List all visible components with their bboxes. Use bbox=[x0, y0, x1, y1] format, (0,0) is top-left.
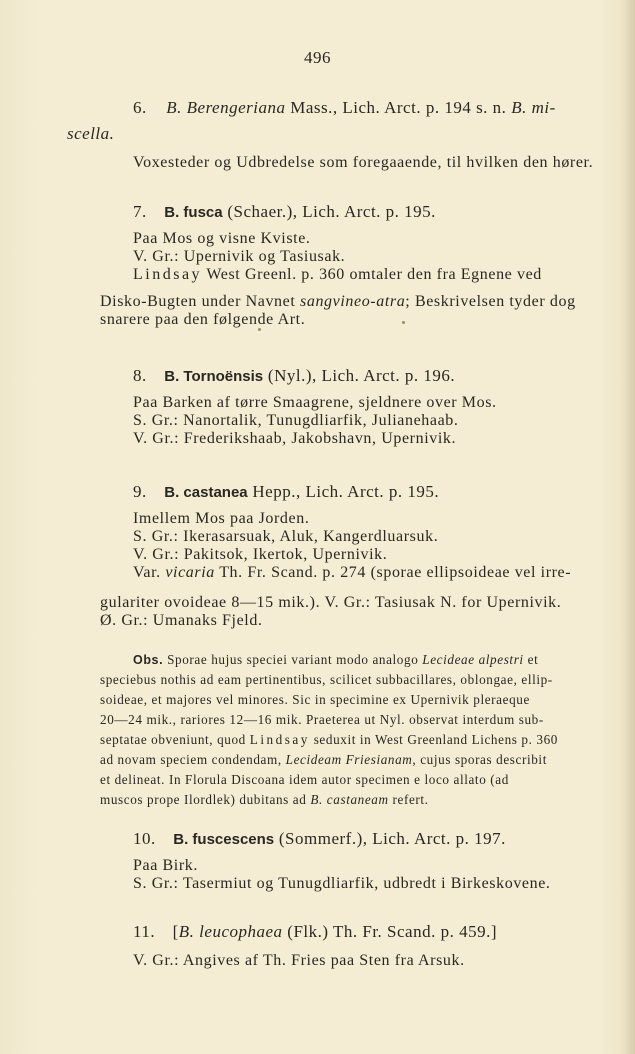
body-line: S. Gr.: Ikerasarsuak, Aluk, Kangerdluarsuk. bbox=[133, 528, 439, 545]
author-name: Lindsay bbox=[133, 266, 203, 283]
body-line: S. Gr.: Nanortalik, Tunugdliarfik, Julianehaab. bbox=[133, 412, 459, 429]
entry-9-heading bbox=[133, 480, 615, 505]
entry-7-body-wide bbox=[100, 293, 615, 329]
note-label: Obs. bbox=[133, 653, 164, 667]
page-number: 496 bbox=[304, 48, 331, 67]
genus: B. bbox=[166, 98, 182, 117]
entry-9-body bbox=[133, 510, 615, 582]
citation: Mass., Lich. Arct. p. 194 s. n. bbox=[290, 98, 507, 117]
entry-9-body-wide bbox=[100, 594, 615, 630]
body-text: Var. bbox=[133, 564, 161, 581]
body-line: et delineat. In Florula Discoana idem autor specimen e loco allato (ad bbox=[100, 772, 509, 787]
entry-number: 9. bbox=[133, 482, 147, 501]
body-line: Paa Mos og visne Kviste. bbox=[133, 230, 311, 247]
citation: Hepp., Lich. Arct. p. 195. bbox=[252, 482, 440, 501]
species-name: B. fuscescens bbox=[173, 831, 275, 848]
entry-7-heading bbox=[133, 200, 615, 225]
body-line: V. Gr.: Pakitsok, Ikertok, Upernivik. bbox=[133, 546, 388, 563]
entry-number: 10. bbox=[133, 829, 156, 848]
entry-7-body bbox=[133, 230, 615, 284]
body-line: S. Gr.: Tasermiut og Tunugdliarfik, udbredt i Birkeskovene. bbox=[133, 875, 551, 892]
body-text: Sporae hujus speciei variant modo analogo bbox=[167, 652, 419, 667]
body-line: V. Gr.: Upernivik og Tasiusak. bbox=[133, 248, 346, 265]
entry-6 bbox=[133, 96, 615, 120]
species-name: B. castanea bbox=[164, 484, 248, 501]
author-name: Lindsay bbox=[249, 732, 310, 747]
body-line bbox=[133, 564, 615, 582]
body-line: Voxesteder og Udbredelse som foregaaende, til hvilken den hører. bbox=[133, 154, 594, 171]
entry-8-heading bbox=[133, 364, 615, 389]
entry-8-body bbox=[133, 394, 615, 448]
page-edge-shadow bbox=[621, 0, 635, 1054]
entry-11 bbox=[133, 920, 615, 944]
synonym-genus: B. bbox=[511, 98, 527, 117]
body-line: V. Gr.: Angives af Th. Fries paa Sten fra Arsuk. bbox=[133, 952, 465, 969]
body-line bbox=[100, 750, 615, 770]
entry-8 bbox=[133, 364, 615, 389]
species-name: B. castaneam bbox=[310, 792, 389, 807]
synonym-part: mi- bbox=[531, 98, 556, 117]
species-name: B. leucophaea bbox=[178, 922, 283, 941]
entry-11-body bbox=[133, 952, 615, 970]
species-name: Lecideae alpestri bbox=[422, 652, 524, 667]
body-line bbox=[100, 293, 615, 311]
body-line: Imellem Mos paa Jorden. bbox=[133, 510, 310, 527]
bracket: [ bbox=[172, 922, 179, 941]
body-text: refert. bbox=[392, 792, 429, 807]
body-line: gulariter ovoideae 8—15 mik.). V. Gr.: Tasiusak N. for Upernivik. bbox=[100, 594, 562, 611]
body-line bbox=[100, 790, 615, 810]
body-line bbox=[100, 650, 615, 670]
body-line: V. Gr.: Frederikshaab, Jakobshavn, Upernivik. bbox=[133, 430, 457, 447]
body-line: Paa Birk. bbox=[133, 857, 198, 874]
entry-6-body bbox=[133, 154, 615, 172]
species-name: Berengeriana bbox=[186, 98, 286, 117]
body-line: Paa Barken af tørre Smaagrene, sjeldnere over Mos. bbox=[133, 394, 497, 411]
synonym-part: scella. bbox=[67, 124, 115, 143]
citation: (Schaer.), Lich. Arct. p. 195. bbox=[227, 202, 436, 221]
body-text: septatae obveniunt, quod bbox=[100, 732, 246, 747]
body-text: Disko-Bugten under Navnet bbox=[100, 293, 296, 310]
citation: (Nyl.), Lich. Arct. p. 196. bbox=[267, 366, 456, 385]
entry-9 bbox=[133, 480, 615, 505]
body-text: et bbox=[527, 652, 539, 667]
body-text: muscos prope Ilordlek) dubitans ad bbox=[100, 792, 307, 807]
entry-number: 7. bbox=[133, 202, 147, 221]
body-line bbox=[100, 730, 615, 750]
entry-6-cont bbox=[67, 122, 582, 146]
body-text: ; Beskrivelsen tyder dog bbox=[405, 293, 576, 310]
body-text: , cujus sporas describit bbox=[412, 752, 547, 767]
species-name: sangvineo-atra bbox=[300, 293, 406, 310]
body-line bbox=[133, 266, 615, 284]
body-line: speciebus nothis ad eam pertinentibus, scilicet subbacillares, oblongae, ellip- bbox=[100, 672, 553, 687]
body-line: soideae, et majores vel minores. Sic in specimine ex Upernivik pleraeque bbox=[100, 692, 530, 707]
species-name: B. Tornoënsis bbox=[164, 368, 264, 385]
observation-note bbox=[100, 650, 615, 810]
species-name: B. fusca bbox=[164, 204, 223, 221]
body-line: 20—24 mik., rariores 12—16 mik. Praeterea ut Nyl. observat interdum sub- bbox=[100, 712, 544, 727]
body-line: snarere paa den følgende Art. bbox=[100, 311, 306, 328]
body-text: ad novam speciem condendam, bbox=[100, 752, 282, 767]
entry-11-heading bbox=[133, 920, 615, 944]
body-text: West Greenl. p. 360 omtaler den fra Egnene ved bbox=[206, 266, 542, 283]
entry-number: 8. bbox=[133, 366, 147, 385]
body-text: Th. Fr. Scand. p. 274 (sporae ellipsoideae vel irre- bbox=[219, 564, 572, 581]
body-text: seduxit in West Greenland Lichens p. 360 bbox=[313, 732, 558, 747]
entry-number: 6. bbox=[133, 98, 147, 117]
entry-10 bbox=[133, 827, 615, 852]
entry-6-heading bbox=[133, 96, 615, 120]
entry-7 bbox=[133, 200, 615, 225]
citation: (Flk.) Th. Fr. Scand. p. 459.] bbox=[287, 922, 498, 941]
entry-10-heading bbox=[133, 827, 615, 852]
entry-10-body bbox=[133, 857, 615, 893]
variety-name: vicaria bbox=[165, 564, 215, 581]
species-name: Lecideam Friesianam bbox=[285, 752, 413, 767]
entry-number: 11. bbox=[133, 922, 156, 941]
body-line: Ø. Gr.: Umanaks Fjeld. bbox=[100, 612, 263, 629]
citation: (Sommerf.), Lich. Arct. p. 197. bbox=[278, 829, 506, 848]
